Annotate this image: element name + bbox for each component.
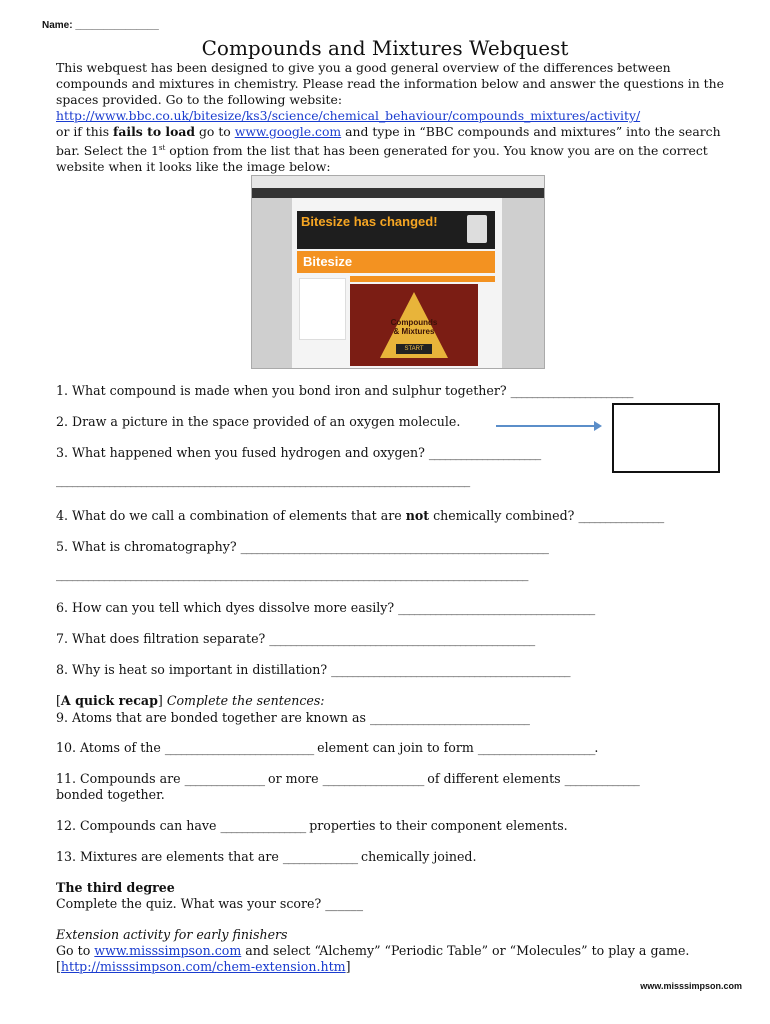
ext-text-2: and select “Alchemy” “Periodic Table” or “Molecules” to play a game. <box>241 943 690 958</box>
q4-text: 4. What do we call a combination of elements that are <box>56 508 406 523</box>
misssimpson-link[interactable]: www.misssimpson.com <box>94 943 242 958</box>
page-title: Compounds and Mixtures Webquest <box>201 36 569 60</box>
browser-toolbar <box>252 176 544 188</box>
side-menu <box>299 278 346 340</box>
start-button[interactable]: START <box>396 344 432 354</box>
q11-text-2: or more <box>264 771 323 786</box>
question-12 <box>56 818 568 833</box>
intro-text-4: and type in “BBC compounds and mixtures” into the search bar. Select the 1 <box>56 124 721 159</box>
question-11-cont: bonded together. <box>56 787 165 802</box>
question-5 <box>56 539 548 554</box>
answer-line[interactable]: _____________________________________________ <box>331 662 570 677</box>
flask-label <box>350 318 478 336</box>
answer-line[interactable]: _______________________ <box>510 383 633 398</box>
q5-text: 5. What is chromatography? <box>56 539 241 554</box>
recap-instruction: Complete the sentences: <box>166 693 325 708</box>
question-1 <box>56 383 632 398</box>
q4-text-2: chemically combined? <box>429 508 579 523</box>
intro-text-5: option from the list that has been generated for you. You know you are on the correct website when it looks like the image below: <box>56 143 708 175</box>
extension-heading: Extension activity for early finishers <box>56 927 288 942</box>
question-6 <box>56 600 594 615</box>
website-screenshot <box>251 175 545 369</box>
answer-line[interactable]: ______________________________ <box>370 710 529 725</box>
extension-link-line: [http://misssimpson.com/chem-extension.htm] <box>56 959 351 974</box>
intro-text-3: go to <box>195 124 235 139</box>
arrow-icon <box>494 418 604 434</box>
bracket-open: [ <box>56 693 61 708</box>
answer-line[interactable]: ___________________ <box>322 771 424 786</box>
q6-text: 6. How can you tell which dyes dissolve more easily? <box>56 600 399 615</box>
q9-text: 9. Atoms that are bonded together are known as <box>56 710 370 725</box>
question-10: 10. Atoms of the ____________________________ element can join to form ______________________. <box>56 740 599 755</box>
q1-text: 1. What compound is made when you bond iron and sulphur together? <box>56 383 511 398</box>
answer-line[interactable]: _____________________________________ <box>398 600 595 615</box>
answer-line[interactable]: ________________ <box>578 508 664 523</box>
recap-label: A quick recap <box>60 693 158 708</box>
answer-line[interactable]: ____________________________ <box>164 740 314 755</box>
intro-paragraph <box>56 60 726 175</box>
answer-line-q3[interactable]: ______________________________________________________________________________ <box>56 472 470 487</box>
ext-text: Go to <box>56 943 95 958</box>
answer-line[interactable]: _____________________ <box>428 445 541 460</box>
question-8 <box>56 662 570 677</box>
q8-text: 8. Why is heat so important in distillation? <box>56 662 332 677</box>
q10-text: 10. Atoms of the <box>56 740 165 755</box>
answer-line[interactable]: __________________________________________________ <box>269 631 535 646</box>
bracket-close: ] <box>157 693 163 708</box>
bitesize-header <box>297 251 495 273</box>
footer-url: www.misssimpson.com <box>640 981 742 991</box>
q13-text-2: chemically joined. <box>357 849 477 864</box>
intro-text-2: or if this <box>56 124 114 139</box>
superscript-st: st <box>158 144 166 152</box>
question-13 <box>56 849 476 864</box>
third-degree-text: Complete the quiz. What was your score? ______ <box>56 896 364 911</box>
chem-extension-link[interactable]: http://misssimpson.com/chem-extension.htm <box>60 959 346 974</box>
answer-line-q5[interactable]: _________________________________________________________________________________________ <box>56 566 528 581</box>
q11-text: 11. Compounds are <box>56 771 185 786</box>
q13-text: 13. Mixtures are elements that are <box>56 849 283 864</box>
tablet-icon <box>467 215 487 243</box>
bitesize-logo: Bitesize <box>303 254 353 269</box>
question-3 <box>56 445 540 460</box>
q7-text: 7. What does filtration separate? <box>56 631 270 646</box>
bitesize-banner <box>297 211 495 249</box>
answer-line[interactable]: ________________ <box>220 818 306 833</box>
question-4 <box>56 508 663 523</box>
q11-text-3: of different elements <box>423 771 565 786</box>
question-7 <box>56 631 534 646</box>
section-header <box>350 276 495 282</box>
extension-text <box>56 943 689 958</box>
drawing-box[interactable] <box>612 403 720 473</box>
flask-line-2: & Mixtures <box>393 327 435 336</box>
answer-line[interactable]: ______________________ <box>477 740 595 755</box>
bbc-nav-bar <box>252 188 544 198</box>
question-2: 2. Draw a picture in the space provided of an oxygen molecule. <box>56 414 461 429</box>
question-9 <box>56 710 529 725</box>
answer-line[interactable]: ______________ <box>564 771 639 786</box>
q4-not: not <box>405 508 430 523</box>
answer-line[interactable]: _______________ <box>184 771 265 786</box>
third-degree-heading: The third degree <box>56 880 175 895</box>
activity-image <box>350 284 478 366</box>
banner-text: Bitesize has changed! <box>301 214 438 229</box>
answer-line[interactable]: ______________ <box>282 849 358 864</box>
q12-text-2: properties to their component elements. <box>305 818 568 833</box>
flask-line-1: Compounds <box>390 318 438 327</box>
answer-line[interactable]: __________________________________________________________ <box>240 539 548 554</box>
q12-text: 12. Compounds can have <box>56 818 221 833</box>
google-link[interactable]: www.google.com <box>234 124 342 139</box>
recap-heading <box>56 693 325 708</box>
q10-text-2: element can join to form <box>313 740 478 755</box>
fails-to-load-text: fails to load <box>113 124 196 139</box>
intro-text: This webquest has been designed to give you a good general overview of the differences between compounds and mixtures in chemistry. Please read the information below and answer the questions in the spaces provided. Go to the following website: <box>56 60 724 107</box>
question-11 <box>56 771 639 786</box>
name-label: Name: _______________ <box>42 20 159 31</box>
bbc-link[interactable]: http://www.bbc.co.uk/bitesize/ks3/science/chemical_behaviour/compounds_mixtures/activity/ <box>56 108 641 123</box>
q3-text: 3. What happened when you fused hydrogen and oxygen? <box>56 445 429 460</box>
